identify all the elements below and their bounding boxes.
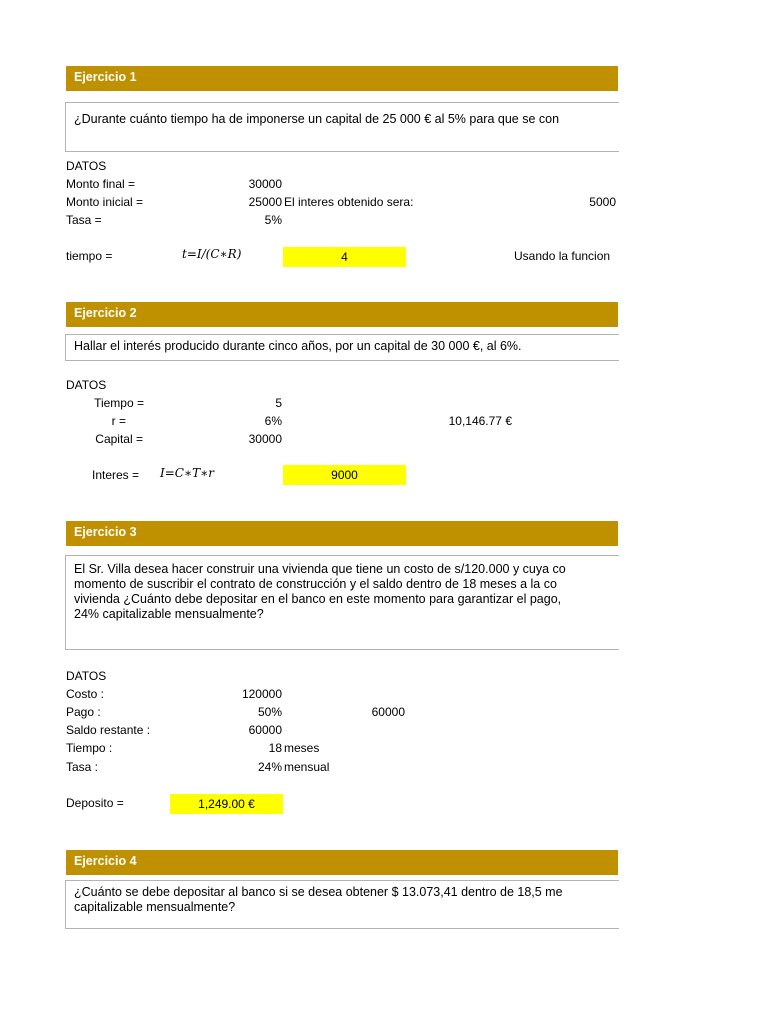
ejercicio-4-header bbox=[66, 850, 618, 875]
ex1-datos-label: DATOS bbox=[66, 159, 107, 173]
ex2-result-cell: 9000 bbox=[283, 465, 406, 485]
ex3-datos-label: DATOS bbox=[66, 669, 107, 683]
ex3-costo-label: Costo : bbox=[66, 687, 105, 701]
ejercicio-4-question: ¿Cuánto se debe depositar al banco si se desea obtener $ 13.073,41 dentro de 18,5 me capitalizable mensualmente? bbox=[74, 885, 563, 914]
ex3-pago-label: Pago : bbox=[66, 705, 101, 719]
ejercicio-2-question: Hallar el interés producido durante cinco años, por un capital de 30 000 €, al 6%. bbox=[74, 339, 522, 353]
ejercicio-3-title: Ejercicio 3 bbox=[74, 525, 137, 539]
ejercicio-3-question: El Sr. Villa desea hacer construir una vivienda que tiene un costo de s/120.000 y cuya co momento de suscribir el contrato de construcción y el saldo dentro de 18 meses a la co vivienda ¿Cuánto debe depositar en el banco en este momento para garantizar el pago, 24% capitalizable mensualmente? bbox=[74, 562, 566, 621]
ejercicio-4-title: Ejercicio 4 bbox=[74, 854, 137, 868]
ejercicio-3-question-box bbox=[65, 555, 619, 650]
ex3-costo-value: 120000 bbox=[241, 687, 282, 701]
ex3-tiempo-unit: meses bbox=[284, 741, 320, 755]
ex2-datos-label: DATOS bbox=[66, 378, 107, 392]
ex3-tiempo-value: 18 bbox=[268, 741, 282, 755]
ex2-tiempo-value: 5 bbox=[275, 396, 282, 410]
ex2-r-value: 6% bbox=[264, 414, 282, 428]
ejercicio-1-header bbox=[66, 66, 618, 91]
ex1-tasa-label: Tasa = bbox=[66, 213, 102, 227]
ex2-formula: I=C∗T∗r bbox=[160, 466, 215, 480]
ex1-interes-label: El interes obtenido sera: bbox=[284, 195, 414, 209]
ex1-monto-final-label: Monto final = bbox=[66, 177, 136, 191]
ex1-monto-final-value: 30000 bbox=[248, 177, 282, 191]
ex1-monto-inicial-label: Monto inicial = bbox=[66, 195, 144, 209]
ex3-tasa-value: 24% bbox=[257, 760, 282, 774]
ex2-capital-label: Capital = bbox=[95, 432, 143, 446]
ex3-pago-value: 50% bbox=[257, 705, 282, 719]
ex3-tiempo-label: Tiempo : bbox=[66, 741, 113, 755]
ex3-saldo-label: Saldo restante : bbox=[66, 723, 151, 737]
ex1-funcion-label: Usando la funcion bbox=[514, 249, 611, 263]
ejercicio-2-header bbox=[66, 302, 618, 327]
ejercicio-3-header bbox=[66, 521, 618, 546]
ex2-tiempo-label: Tiempo = bbox=[94, 396, 144, 410]
ex2-interes-label: Interes = bbox=[92, 468, 140, 482]
ejercicio-1-question: ¿Durante cuánto tiempo ha de imponerse un capital de 25 000 € al 5% para que se con bbox=[74, 112, 560, 126]
ex1-interes-value: 5000 bbox=[589, 195, 616, 209]
ejercicio-4-question-box bbox=[65, 880, 619, 929]
ex2-side-value: 10,146.77 € bbox=[448, 414, 512, 428]
ex2-r-label: r = bbox=[111, 414, 126, 428]
ex1-monto-inicial-value: 25000 bbox=[248, 195, 282, 209]
ejercicio-1-question-box bbox=[65, 102, 619, 152]
ex1-formula: t=I/(C∗R) bbox=[182, 247, 242, 261]
ex3-tasa-label: Tasa : bbox=[66, 760, 99, 774]
ex3-deposito-label: Deposito = bbox=[66, 796, 124, 810]
ex3-pago-amount: 60000 bbox=[371, 705, 405, 719]
ejercicio-2-title: Ejercicio 2 bbox=[74, 306, 137, 320]
ex1-result-cell: 4 bbox=[283, 247, 406, 267]
ejercicio-1-title: Ejercicio 1 bbox=[74, 70, 137, 84]
ex2-capital-value: 30000 bbox=[248, 432, 282, 446]
ex1-tiempo-label: tiempo = bbox=[66, 249, 113, 263]
ejercicio-2-question-box bbox=[65, 334, 619, 361]
ex3-deposito-cell: 1,249.00 € bbox=[170, 794, 283, 814]
ex3-saldo-value: 60000 bbox=[248, 723, 282, 737]
ex1-tasa-value: 5% bbox=[264, 213, 282, 227]
ex3-tasa-unit: mensual bbox=[284, 760, 330, 774]
